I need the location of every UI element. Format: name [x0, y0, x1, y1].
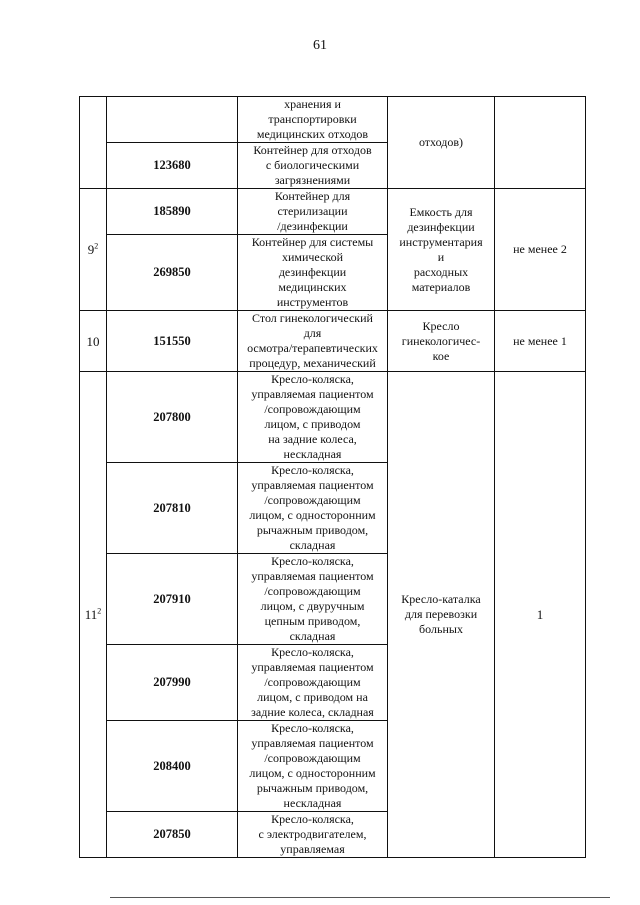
description-line: /сопровождающим: [264, 675, 361, 689]
description-cell: [238, 97, 388, 143]
equipment-table: [79, 96, 586, 858]
type-line: и: [437, 249, 445, 264]
description-line: стерилизации: [277, 204, 348, 218]
description-cell: [238, 143, 388, 189]
type-cell: [388, 97, 495, 189]
description-cell: [238, 463, 388, 554]
description-line: Контейнер для отходов: [253, 143, 372, 157]
code-cell: 269850: [107, 235, 238, 311]
description-line: управляемая пациентом: [251, 387, 374, 401]
description-line: лицом, с двуручным: [260, 599, 365, 613]
description-line: транспортировки: [268, 112, 357, 126]
description-line: лицом, с приводом: [264, 417, 361, 431]
type-line: Кресло: [422, 318, 460, 333]
description-line: Контейнер для системы: [251, 235, 374, 249]
description-line: лицом, с односторонним: [249, 508, 376, 522]
description-line: Кресло-коляска,: [271, 645, 354, 659]
type-line: отходов): [418, 135, 464, 149]
description-line: медицинских отходов: [256, 127, 369, 141]
type-line: Емкость для: [409, 204, 473, 219]
description-line: /сопровождающим: [264, 584, 361, 598]
description-line: осмотра/терапевтических: [247, 341, 378, 355]
code-cell: 208400: [107, 721, 238, 812]
description-line: дезинфекции: [278, 265, 347, 279]
description-line: загрязнениями: [274, 173, 351, 187]
description-cell: [238, 812, 388, 858]
code-cell: 207800: [107, 372, 238, 463]
description-line: управляемая пациентом: [251, 569, 374, 583]
description-line: процедур, механический: [249, 356, 376, 370]
description-line: инструментов: [276, 295, 349, 309]
code-cell: 151550: [107, 311, 238, 372]
type-cell: [388, 372, 495, 858]
code-cell: 207850: [107, 812, 238, 858]
code-cell: 185890: [107, 189, 238, 235]
code-cell: 207810: [107, 463, 238, 554]
description-line: складная: [289, 629, 336, 643]
quantity-cell: [495, 97, 586, 189]
table-row: [80, 97, 586, 143]
description-line: нескладная: [283, 796, 342, 810]
description-line: Кресло-коляска,: [271, 554, 354, 568]
description-line: нескладная: [283, 447, 342, 461]
description-line: рычажным приводом,: [256, 523, 369, 537]
code-cell: 123680: [107, 143, 238, 189]
type-line: материалов: [411, 279, 471, 294]
code-cell: [107, 97, 238, 143]
table-row: [80, 189, 586, 235]
description-line: лицом, с приводом на: [257, 690, 368, 704]
quantity-cell: не менее 1: [495, 311, 586, 372]
description-line: управляемая: [280, 842, 345, 856]
type-line: дезинфекции: [407, 219, 475, 234]
description-line: хранения и: [284, 97, 341, 111]
row-number-cell: [80, 189, 107, 311]
type-cell: [388, 189, 495, 311]
description-line: с биологическими: [265, 158, 360, 172]
quantity-cell: 1: [495, 372, 586, 858]
description-cell: [238, 721, 388, 812]
description-line: медицинских: [278, 280, 347, 294]
table-row: [80, 372, 586, 463]
description-line: /дезинфекции: [277, 219, 348, 233]
description-line: Кресло-коляска,: [271, 372, 354, 386]
description-line: задние колеса, складная: [251, 705, 374, 719]
description-line: химической: [281, 250, 344, 264]
row-number-cell: 10: [80, 311, 107, 372]
row-number: 11: [84, 607, 98, 622]
description-line: на задние колеса,: [268, 432, 357, 446]
type-line: расходных: [413, 264, 469, 279]
description-cell: [238, 235, 388, 311]
type-cell: [388, 311, 495, 372]
type-line: кое: [432, 348, 450, 363]
description-line: Контейнер для: [274, 189, 351, 203]
description-line: управляемая пациентом: [251, 660, 374, 674]
description-cell: [238, 554, 388, 645]
table-row: [80, 311, 586, 372]
description-line: рычажным приводом,: [256, 781, 369, 795]
description-line: для: [303, 326, 322, 340]
code-cell: 207910: [107, 554, 238, 645]
row-number-superscript: 2: [97, 606, 102, 616]
type-line: гинекологичес-: [401, 333, 481, 348]
description-line: с электродвигателем,: [258, 827, 367, 841]
page-bottom-rule: [110, 897, 610, 898]
row-number-cell: [80, 97, 107, 189]
description-line: Кресло-коляска,: [271, 721, 354, 735]
type-line: больных: [419, 622, 463, 636]
row-number-superscript: 2: [94, 241, 99, 251]
page-number: 61: [313, 38, 327, 53]
quantity-cell: не менее 2: [495, 189, 586, 311]
description-line: Стол гинекологический: [252, 311, 373, 325]
description-line: Кресло-коляска,: [271, 812, 354, 826]
description-cell: [238, 372, 388, 463]
type-line: Кресло-каталка: [401, 592, 481, 606]
description-line: /сопровождающим: [264, 751, 361, 765]
type-line: инструментария: [399, 234, 483, 249]
description-line: складная: [289, 538, 336, 552]
row-number: 9: [87, 242, 95, 257]
description-line: управляемая пациентом: [251, 478, 374, 492]
description-cell: [238, 189, 388, 235]
description-line: лицом, с односторонним: [249, 766, 376, 780]
row-number-cell: [80, 372, 107, 858]
description-line: /сопровождающим: [264, 402, 361, 416]
description-cell: [238, 645, 388, 721]
code-cell: 207990: [107, 645, 238, 721]
description-line: /сопровождающим: [264, 493, 361, 507]
description-line: управляемая пациентом: [251, 736, 374, 750]
description-line: Кресло-коляска,: [271, 463, 354, 477]
description-line: цепным приводом,: [264, 614, 361, 628]
description-cell: [238, 311, 388, 372]
type-line: для перевозки: [404, 607, 478, 621]
